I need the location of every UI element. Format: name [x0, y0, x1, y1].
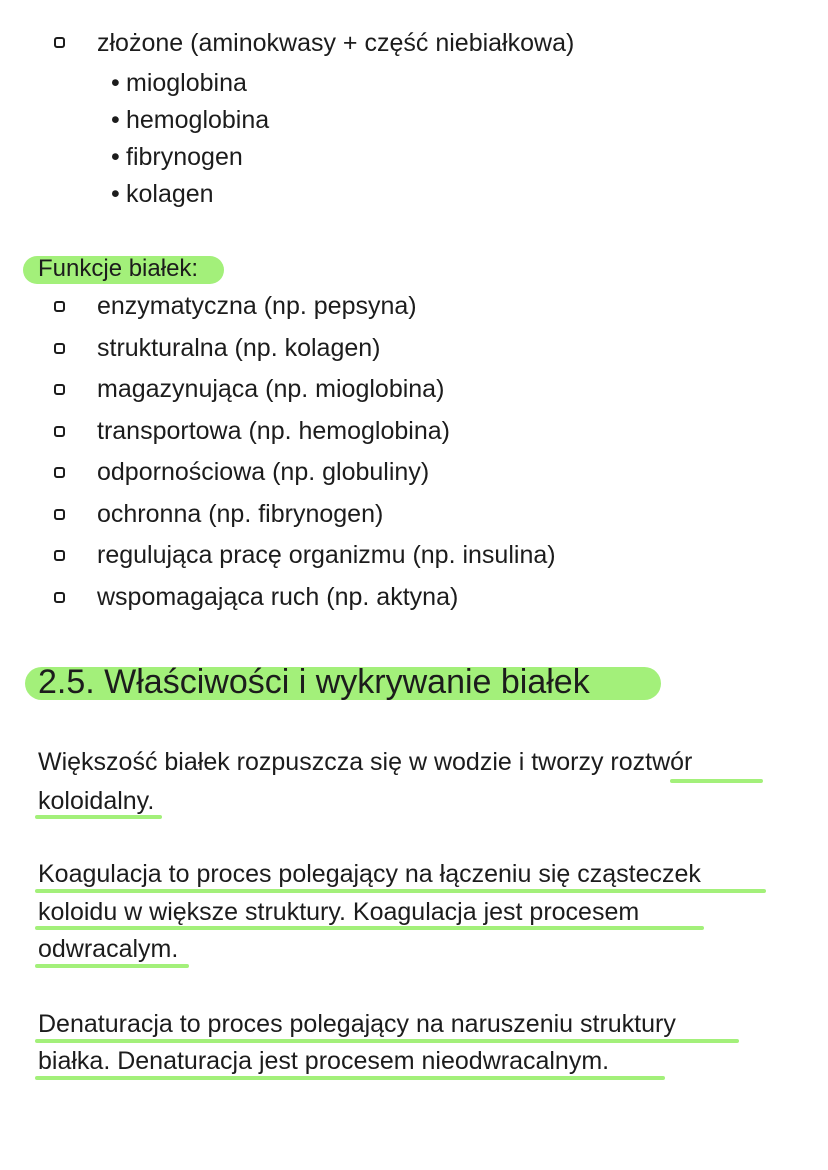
function-item: enzymatyczna (np. pepsyna)	[97, 292, 417, 320]
checkbox-icon	[54, 426, 65, 437]
checkbox-icon	[54, 37, 65, 48]
underline-highlight	[35, 889, 766, 893]
bullet-icon: •	[111, 180, 120, 208]
checkbox-icon	[54, 509, 65, 520]
underline-highlight	[35, 815, 162, 819]
underline-highlight	[35, 964, 189, 968]
paragraph-line: białka. Denaturacja jest procesem nieodwracalnym.	[38, 1047, 610, 1075]
paragraph-line: koloidalny.	[38, 787, 155, 815]
function-item: odpornościowa (np. globuliny)	[97, 458, 430, 486]
function-item: magazynująca (np. mioglobina)	[97, 375, 445, 403]
paragraph-line: koloidu w większe struktury. Koagulacja jest procesem	[38, 898, 640, 926]
function-item: wspomagająca ruch (np. aktyna)	[97, 583, 459, 611]
underline-highlight	[35, 1039, 739, 1043]
checkbox-icon	[54, 592, 65, 603]
paragraph-line: Większość białek rozpuszcza się w wodzie i tworzy roztwór	[38, 748, 693, 776]
composite-example: hemoglobina	[126, 106, 270, 134]
function-item: regulująca pracę organizmu (np. insulina)	[97, 541, 556, 569]
composite-example: kolagen	[126, 180, 214, 208]
underline-highlight	[35, 926, 704, 930]
paragraph-line: Denaturacja to proces polegający na naruszeniu struktury	[38, 1010, 676, 1038]
underline-highlight	[670, 779, 763, 783]
bullet-icon: •	[111, 143, 120, 171]
checkbox-icon	[54, 550, 65, 561]
underline-highlight	[35, 1076, 665, 1080]
composite-example: fibrynogen	[126, 143, 243, 171]
function-item: transportowa (np. hemoglobina)	[97, 417, 450, 445]
bullet-icon: •	[111, 106, 120, 134]
section-title: 2.5. Właściwości i wykrywanie białek	[38, 663, 590, 701]
checkbox-icon	[54, 301, 65, 312]
function-item: strukturalna (np. kolagen)	[97, 334, 381, 362]
composite-example: mioglobina	[126, 69, 247, 97]
composite-label: złożone (aminokwasy + część niebiałkowa)	[97, 29, 575, 57]
bullet-icon: •	[111, 69, 120, 97]
checkbox-icon	[54, 343, 65, 354]
function-item: ochronna (np. fibrynogen)	[97, 500, 384, 528]
paragraph-line: odwracalym.	[38, 935, 179, 963]
checkbox-icon	[54, 384, 65, 395]
checkbox-icon	[54, 467, 65, 478]
paragraph-line: Koagulacja to proces polegający na łączeniu się cząsteczek	[38, 860, 701, 888]
functions-heading: Funkcje białek:	[38, 255, 199, 282]
